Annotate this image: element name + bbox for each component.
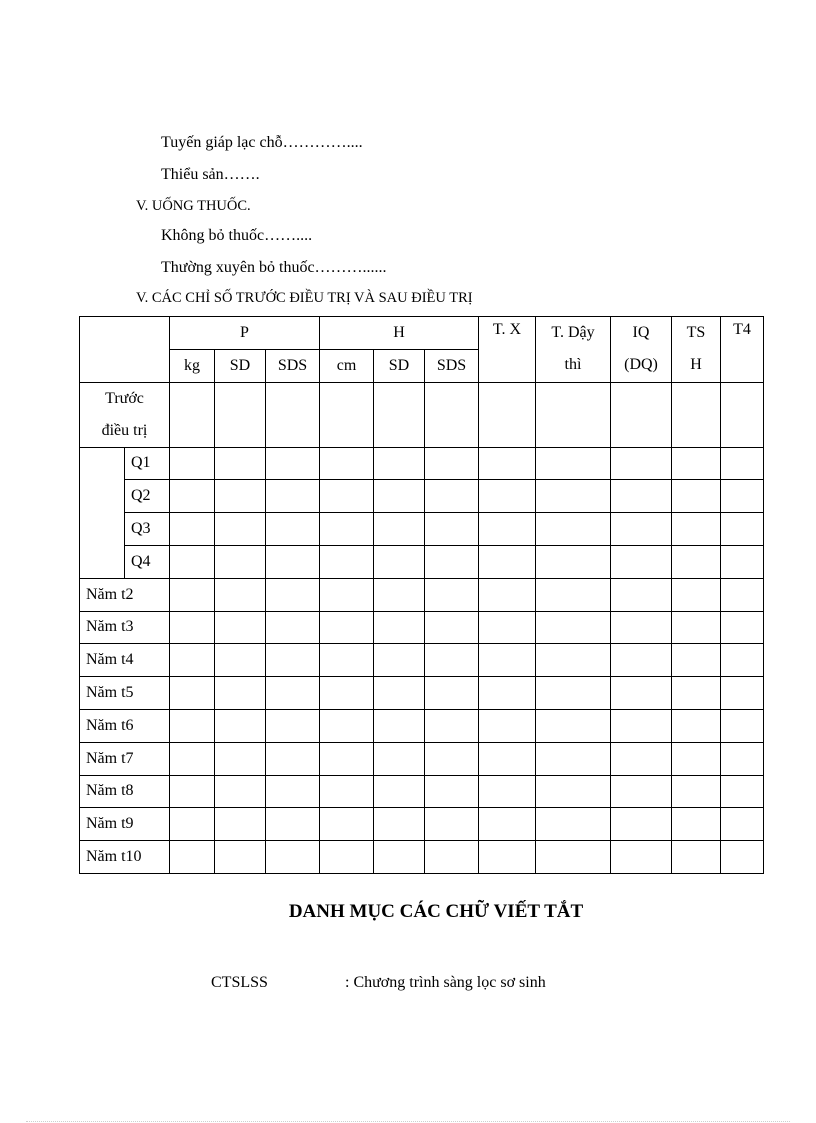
table-cell <box>374 677 425 710</box>
header-row-1 <box>80 317 764 350</box>
table-cell <box>536 841 611 874</box>
t4-header: T4 <box>721 317 764 383</box>
year-label: Năm t2 <box>80 578 170 611</box>
table-cell <box>266 644 320 677</box>
table-cell <box>425 677 479 710</box>
table-cell <box>479 447 536 480</box>
table-cell <box>425 545 479 578</box>
table-cell <box>266 677 320 710</box>
year-row <box>80 578 764 611</box>
table-cell <box>721 775 764 808</box>
table-cell <box>479 775 536 808</box>
table-cell <box>320 644 374 677</box>
table-cell <box>266 578 320 611</box>
table-cell <box>721 513 764 546</box>
table-cell <box>425 480 479 513</box>
table-cell <box>215 545 266 578</box>
table-cell <box>611 841 672 874</box>
table-cell <box>536 709 611 742</box>
table-cell <box>320 480 374 513</box>
group-p-header: P <box>170 317 320 350</box>
table-cell <box>266 775 320 808</box>
table-cell <box>672 709 721 742</box>
table-cell <box>536 513 611 546</box>
abbreviation-code: CTSLSS <box>211 974 268 991</box>
table-cell <box>479 545 536 578</box>
sub-header-p-sd: SD <box>215 349 266 382</box>
table-cell <box>425 611 479 644</box>
year-label: Năm t4 <box>80 644 170 677</box>
table-cell <box>170 775 215 808</box>
sub-header-h-sd: SD <box>374 349 425 382</box>
table-cell <box>215 808 266 841</box>
table-cell <box>611 480 672 513</box>
year-label: Năm t10 <box>80 841 170 874</box>
quarter-label: Q3 <box>125 513 170 546</box>
truoc-dieu-tri-label: Trước điều trị <box>80 382 170 447</box>
table-cell <box>374 841 425 874</box>
quarter-row <box>80 480 764 513</box>
table-cell <box>479 480 536 513</box>
table-cell <box>170 709 215 742</box>
table-cell <box>425 841 479 874</box>
table-cell <box>479 709 536 742</box>
corner-cell <box>80 317 170 383</box>
table-cell <box>672 742 721 775</box>
year-label: Năm t8 <box>80 775 170 808</box>
table-cell <box>611 742 672 775</box>
year-label: Năm t5 <box>80 677 170 710</box>
quarter-row <box>80 447 764 480</box>
table-cell <box>320 578 374 611</box>
tday-header: T. Dậy thì <box>536 317 611 383</box>
table-cell <box>479 611 536 644</box>
table-cell <box>170 841 215 874</box>
table-cell <box>425 808 479 841</box>
table-cell <box>672 545 721 578</box>
table-cell <box>721 447 764 480</box>
table-cell <box>611 677 672 710</box>
table-cell <box>672 775 721 808</box>
table-cell <box>215 480 266 513</box>
table-cell <box>611 382 672 447</box>
table-cell <box>536 480 611 513</box>
table-cell <box>536 677 611 710</box>
quarter-group-cell <box>80 447 125 578</box>
year-row <box>80 611 764 644</box>
quarter-row <box>80 545 764 578</box>
table-cell <box>721 808 764 841</box>
year-row <box>80 644 764 677</box>
table-cell <box>266 709 320 742</box>
table-cell <box>479 808 536 841</box>
page-bottom-rule <box>26 1121 790 1122</box>
table-cell <box>672 447 721 480</box>
table-cell <box>215 644 266 677</box>
khong-bo-thuoc-line: Không bỏ thuốc…….... <box>161 227 313 244</box>
table-cell <box>266 447 320 480</box>
iq-header: IQ (DQ) <box>611 317 672 383</box>
tsh-header: TS H <box>672 317 721 383</box>
table-cell <box>266 742 320 775</box>
table-cell <box>320 611 374 644</box>
table-cell <box>611 611 672 644</box>
table-cell <box>672 513 721 546</box>
table-cell <box>536 447 611 480</box>
table-cell <box>479 513 536 546</box>
table-cell <box>721 545 764 578</box>
table-cell <box>425 513 479 546</box>
table-cell <box>266 480 320 513</box>
year-row <box>80 677 764 710</box>
table-cell <box>425 775 479 808</box>
table-cell <box>374 578 425 611</box>
abbreviation-list-title: DANH MỤC CÁC CHỮ VIẾT TẮT <box>288 901 584 922</box>
table-cell <box>536 808 611 841</box>
table-cell <box>672 382 721 447</box>
year-row <box>80 808 764 841</box>
year-label: Năm t3 <box>80 611 170 644</box>
table-cell <box>320 808 374 841</box>
table-cell <box>266 545 320 578</box>
table-cell <box>611 775 672 808</box>
table-cell <box>170 513 215 546</box>
thuong-xuyen-bo-thuoc-line: Thường xuyên bỏ thuốc………...... <box>161 259 387 276</box>
table-cell <box>374 545 425 578</box>
table-cell <box>215 513 266 546</box>
table-cell <box>721 742 764 775</box>
table-cell <box>479 578 536 611</box>
table-cell <box>479 677 536 710</box>
table-cell <box>374 709 425 742</box>
table-cell <box>672 578 721 611</box>
table-cell <box>611 709 672 742</box>
table-cell <box>721 480 764 513</box>
table-cell <box>320 775 374 808</box>
table-cell <box>479 382 536 447</box>
sub-header-p-sds: SDS <box>266 349 320 382</box>
table-cell <box>721 677 764 710</box>
year-label: Năm t7 <box>80 742 170 775</box>
table-cell <box>479 841 536 874</box>
table-cell <box>215 382 266 447</box>
sub-header-cm: cm <box>320 349 374 382</box>
thieu-san-line: Thiểu sản……. <box>161 166 260 183</box>
table-cell <box>320 677 374 710</box>
table-cell <box>374 742 425 775</box>
table-cell <box>536 611 611 644</box>
table-cell <box>611 447 672 480</box>
table-cell <box>721 382 764 447</box>
table-cell <box>320 709 374 742</box>
table-cell <box>425 447 479 480</box>
table-cell <box>320 382 374 447</box>
quarter-label: Q4 <box>125 545 170 578</box>
table-cell <box>266 808 320 841</box>
table-cell <box>374 480 425 513</box>
quarter-row <box>80 513 764 546</box>
table-cell <box>611 545 672 578</box>
sub-header-h-sds: SDS <box>425 349 479 382</box>
table-cell <box>611 578 672 611</box>
table-cell <box>320 447 374 480</box>
table-cell <box>170 447 215 480</box>
table-cell <box>266 382 320 447</box>
table-cell <box>374 775 425 808</box>
table-cell <box>374 611 425 644</box>
quarter-label: Q1 <box>125 447 170 480</box>
table-cell <box>672 480 721 513</box>
table-cell <box>425 709 479 742</box>
quarter-label: Q2 <box>125 480 170 513</box>
table-cell <box>170 644 215 677</box>
table-cell <box>170 578 215 611</box>
table-cell <box>170 742 215 775</box>
table-cell <box>672 808 721 841</box>
chi-so-heading: V. CÁC CHỈ SỐ TRƯỚC ĐIỀU TRỊ VÀ SAU ĐIỀU TRỊ <box>136 290 473 306</box>
truoc-dieu-tri-row <box>80 382 764 447</box>
table-cell <box>425 644 479 677</box>
table-cell <box>320 513 374 546</box>
table-cell <box>215 709 266 742</box>
table-cell <box>170 611 215 644</box>
year-label: Năm t9 <box>80 808 170 841</box>
table-cell <box>611 644 672 677</box>
table-cell <box>215 447 266 480</box>
table-cell <box>672 841 721 874</box>
indicators-table <box>79 316 764 874</box>
table-cell <box>374 808 425 841</box>
table-cell <box>215 841 266 874</box>
table-cell <box>611 808 672 841</box>
table-cell <box>672 644 721 677</box>
year-row <box>80 709 764 742</box>
table-cell <box>479 742 536 775</box>
abbreviation-definition: : Chương trình sàng lọc sơ sinh <box>345 974 546 991</box>
tuyen-giap-line: Tuyến giáp lạc chỗ………….... <box>161 134 363 151</box>
group-h-header: H <box>320 317 479 350</box>
table-cell <box>536 742 611 775</box>
table-cell <box>536 578 611 611</box>
tx-header: T. X <box>479 317 536 383</box>
sub-header-kg: kg <box>170 349 215 382</box>
table-cell <box>266 611 320 644</box>
table-cell <box>374 644 425 677</box>
table-cell <box>672 677 721 710</box>
year-row <box>80 775 764 808</box>
table-cell <box>215 742 266 775</box>
table-cell <box>721 644 764 677</box>
table-cell <box>374 513 425 546</box>
table-cell <box>170 677 215 710</box>
table-cell <box>721 578 764 611</box>
table-cell <box>320 742 374 775</box>
table-cell <box>170 545 215 578</box>
table-cell <box>320 545 374 578</box>
table-cell <box>215 578 266 611</box>
year-row <box>80 742 764 775</box>
table-cell <box>170 382 215 447</box>
year-row <box>80 841 764 874</box>
table-cell <box>536 644 611 677</box>
table-cell <box>374 382 425 447</box>
table-cell <box>536 775 611 808</box>
table-cell <box>672 611 721 644</box>
table-cell <box>536 545 611 578</box>
table-cell <box>266 841 320 874</box>
table-cell <box>425 382 479 447</box>
table-cell <box>170 808 215 841</box>
table-cell <box>374 447 425 480</box>
table-cell <box>721 709 764 742</box>
table-cell <box>215 775 266 808</box>
table-cell <box>266 513 320 546</box>
table-cell <box>425 742 479 775</box>
table-cell <box>425 578 479 611</box>
table-cell <box>215 611 266 644</box>
table-cell <box>611 513 672 546</box>
uong-thuoc-heading: V. UỐNG THUỐC. <box>136 198 251 214</box>
year-label: Năm t6 <box>80 709 170 742</box>
table-cell <box>320 841 374 874</box>
table-cell <box>170 480 215 513</box>
table-cell <box>536 382 611 447</box>
table-cell <box>721 841 764 874</box>
table-cell <box>479 644 536 677</box>
table-cell <box>215 677 266 710</box>
table-cell <box>721 611 764 644</box>
